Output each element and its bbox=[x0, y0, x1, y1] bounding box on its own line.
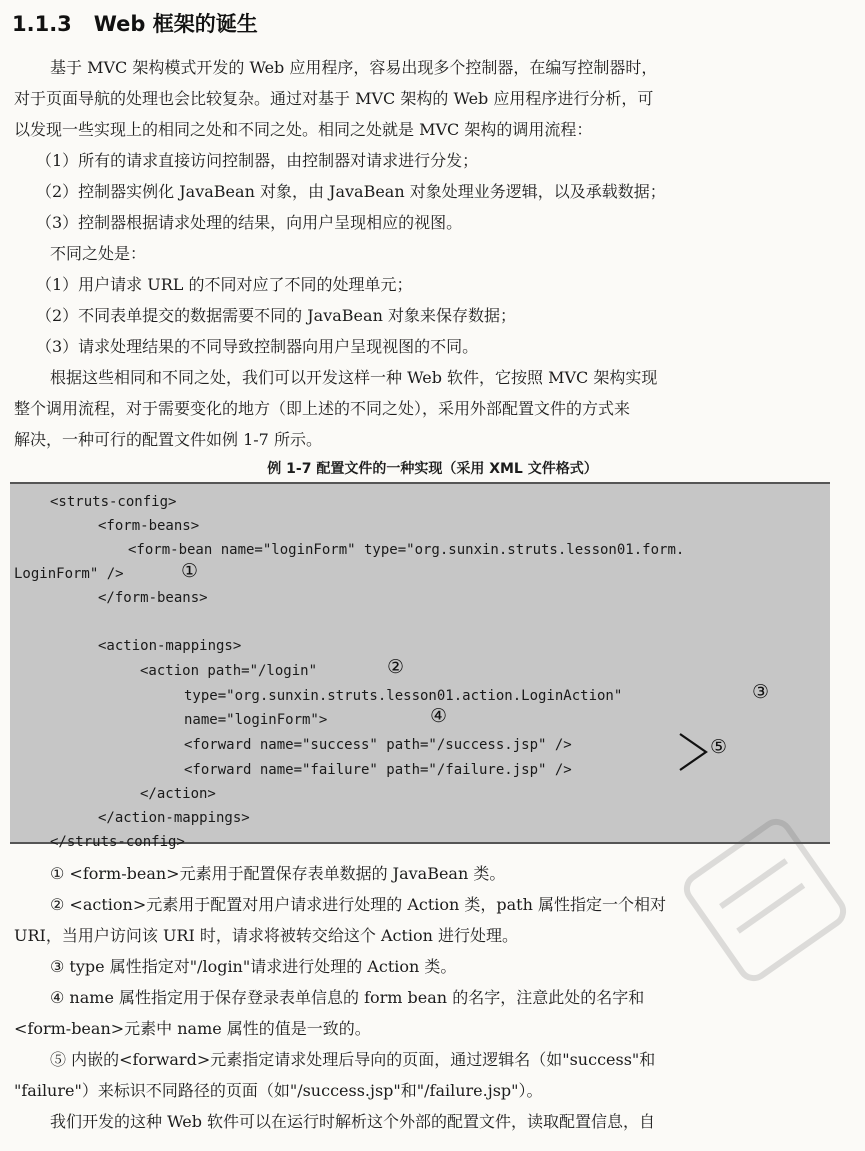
diff-heading: 不同之处是： bbox=[50, 244, 147, 263]
code-line: <form-beans> bbox=[98, 518, 200, 534]
code-line: <action-mappings> bbox=[98, 638, 242, 654]
code-line: name="loginForm"> bbox=[184, 712, 328, 728]
text-line: 整个调用流程，对于需要变化的地方（即上述的不同之处），采用外部配置文件的方式来 bbox=[14, 399, 631, 418]
marker-1: ① bbox=[181, 560, 199, 582]
marker-4: ④ bbox=[430, 705, 448, 727]
code-line: <forward name="success" path="/success.jsp" /> bbox=[184, 737, 572, 753]
note-line: URI，当用户访问该 URI 时，请求将被转交给这个 Action 进行处理。 bbox=[14, 926, 519, 945]
text-line: 解决，一种可行的配置文件如例 1-7 所示。 bbox=[14, 430, 322, 449]
section-title: Web 框架的诞生 bbox=[93, 12, 258, 36]
list-item: （1）所有的请求直接访问控制器，由控制器对请求进行分发； bbox=[36, 151, 479, 170]
code-line: </form-beans> bbox=[98, 590, 208, 606]
note-line: <form-bean>元素中 name 属性的值是一致的。 bbox=[14, 1019, 371, 1038]
note-line: ① <form-bean>元素用于配置保存表单数据的 JavaBean 类。 bbox=[50, 864, 506, 883]
text-line: 以发现一些实现上的相同之处和不同之处。相同之处就是 MVC 架构的调用流程： bbox=[14, 120, 593, 139]
text-line: 对于页面导航的处理也会比较复杂。通过对基于 MVC 架构的 Web 应用程序进行分析，可 bbox=[14, 89, 654, 108]
list-item: （3）请求处理结果的不同导致控制器向用户呈现视图的不同。 bbox=[36, 337, 479, 356]
section-heading bbox=[12, 8, 258, 38]
note-line: "failure"）来标识不同路径的页面（如"/success.jsp"和"/failure.jsp"）。 bbox=[14, 1081, 543, 1100]
code-line: type="org.sunxin.struts.lesson01.action.LoginAction" bbox=[184, 688, 623, 704]
text-line: 基于 MVC 架构模式开发的 Web 应用程序，容易出现多个控制器，在编写控制器时， bbox=[50, 58, 658, 77]
code-line: <struts-config> bbox=[50, 494, 177, 510]
marker-3: ③ bbox=[752, 681, 770, 703]
text-line: 根据这些相同和不同之处，我们可以开发这样一种 Web 软件，它按照 MVC 架构实现 bbox=[50, 368, 658, 387]
code-line: LoginForm" /> bbox=[14, 566, 124, 582]
example-caption: 例 1-7 配置文件的一种实现（采用 XML 文件格式） bbox=[267, 461, 598, 477]
bracket-icon bbox=[676, 728, 712, 776]
code-line: <forward name="failure" path="/failure.jsp" /> bbox=[184, 762, 572, 778]
note-line: ③ type 属性指定对"/login"请求进行处理的 Action 类。 bbox=[50, 957, 457, 976]
note-line: ④ name 属性指定用于保存登录表单信息的 form bean 的名字，注意此处的名字和 bbox=[50, 988, 645, 1007]
note-line: ② <action>元素用于配置对用户请求进行处理的 Action 类，path 属性指定一个相对 bbox=[50, 895, 667, 914]
code-line: </action> bbox=[140, 786, 216, 802]
list-item: （1）用户请求 URL 的不同对应了不同的处理单元； bbox=[36, 275, 413, 294]
code-listing bbox=[10, 482, 830, 844]
list-item: （2）控制器实例化 JavaBean 对象，由 JavaBean 对象处理业务逻辑，以及承载数据； bbox=[36, 182, 666, 201]
code-line: </action-mappings> bbox=[98, 810, 250, 826]
note-line: 我们开发的这种 Web 软件可以在运行时解析这个外部的配置文件，读取配置信息，自 bbox=[50, 1112, 656, 1131]
watermark-stamp bbox=[665, 800, 865, 1000]
code-line: <action path="/login" bbox=[140, 663, 318, 679]
marker-2: ② bbox=[387, 656, 405, 678]
section-number: 1.1.3 bbox=[12, 12, 72, 36]
marker-5: ⑤ bbox=[710, 736, 728, 758]
code-line: <form-bean name="loginForm" type="org.sunxin.struts.lesson01.form. bbox=[128, 542, 685, 558]
note-line: ⑤ 内嵌的<forward>元素指定请求处理后导向的页面，通过逻辑名（如"success"和 bbox=[50, 1050, 656, 1069]
code-line: </struts-config> bbox=[50, 834, 185, 850]
intro-paragraph bbox=[14, 52, 834, 455]
list-item: （2）不同表单提交的数据需要不同的 JavaBean 对象来保存数据； bbox=[36, 306, 516, 325]
list-item: （3）控制器根据请求处理的结果，向用户呈现相应的视图。 bbox=[36, 213, 463, 232]
